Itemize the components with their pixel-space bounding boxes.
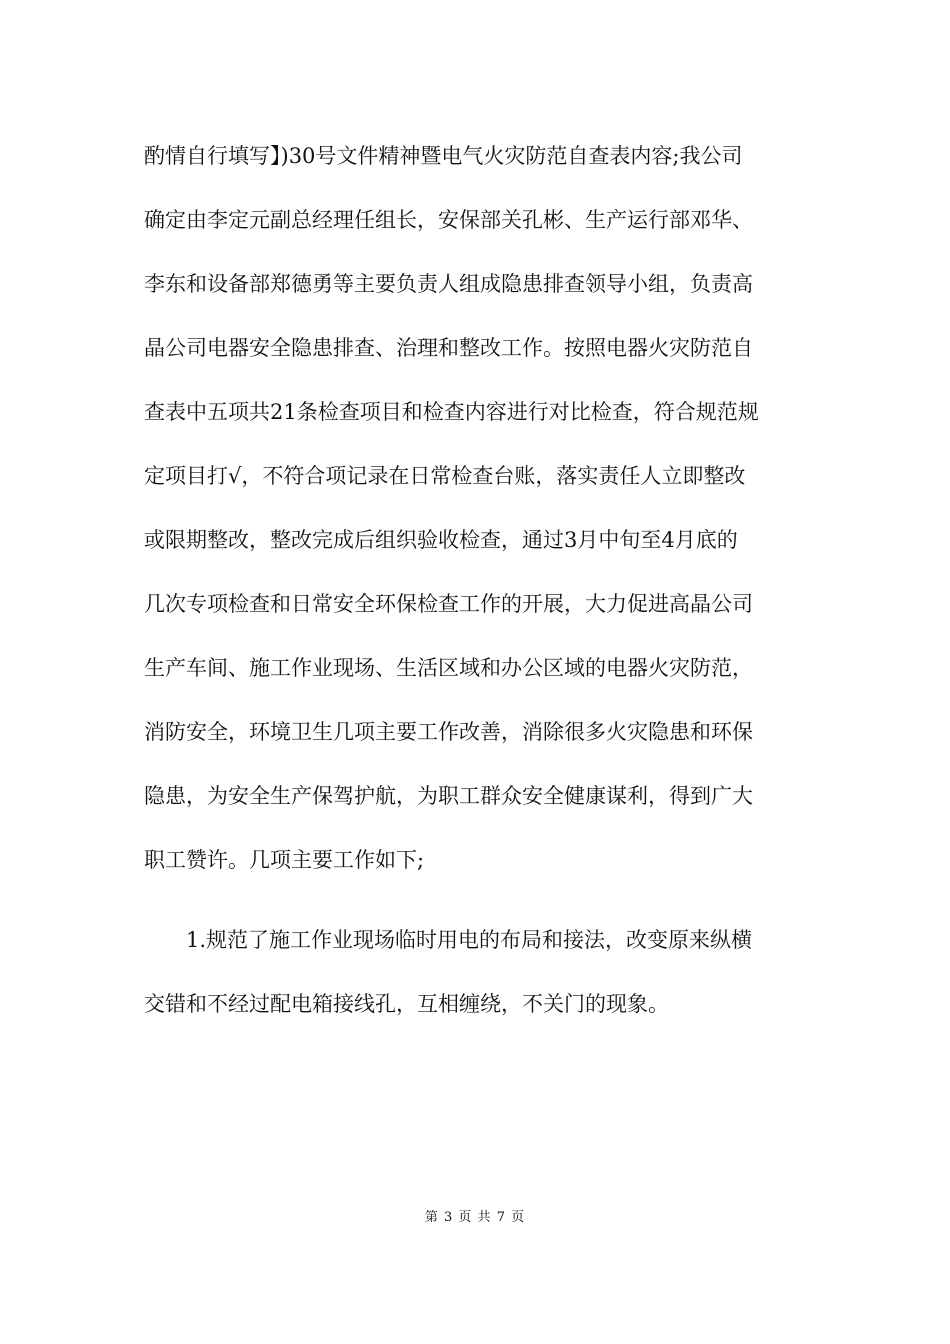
text-line-12: 职工赞许。几项主要工作如下; xyxy=(144,848,425,872)
text-line-6: 定项目打√，不符合项记录在日常检查台账，落实责任人立即整改 xyxy=(144,464,746,488)
text-line-11: 隐患，为安全生产保驾护航，为职工群众安全健康谋利，得到广大 xyxy=(144,784,753,808)
text-line-1: 酌情自行填写】)30号文件精神暨电气火灾防范自查表内容;我公司 xyxy=(144,144,743,168)
page-number-footer: 第 3 页 共 7 页 xyxy=(424,1210,526,1225)
text-line-10: 消防安全，环境卫生几项主要工作改善，消除很多火灾隐患和环保 xyxy=(144,720,753,744)
text-line-9: 生产车间、施工作业现场、生活区域和办公区域的电器火灾防范， xyxy=(144,656,753,680)
text-line-2: 确定由李定元副总经理任组长，安保部关孔彬、生产运行部邓华、 xyxy=(144,208,753,232)
text-line-7: 或限期整改，整改完成后组织验收检查，通过3月中旬至4月底的 xyxy=(144,528,738,552)
text-line-13: 1.规范了施工作业现场临时用电的布局和接法，改变原来纵横 xyxy=(186,928,753,952)
text-line-3: 李东和设备部郑德勇等主要负责人组成隐患排查领导小组，负责高 xyxy=(144,272,753,296)
text-line-14: 交错和不经过配电箱接线孔，互相缠绕，不关门的现象。 xyxy=(144,992,669,1016)
text-line-5: 查表中五项共21条检查项目和检查内容进行对比检查，符合规范规 xyxy=(144,400,759,424)
text-line-4: 晶公司电器安全隐患排查、治理和整改工作。按照电器火灾防范自 xyxy=(144,336,753,360)
text-line-8: 几次专项检查和日常安全环保检查工作的开展，大力促进高晶公司 xyxy=(144,592,753,616)
